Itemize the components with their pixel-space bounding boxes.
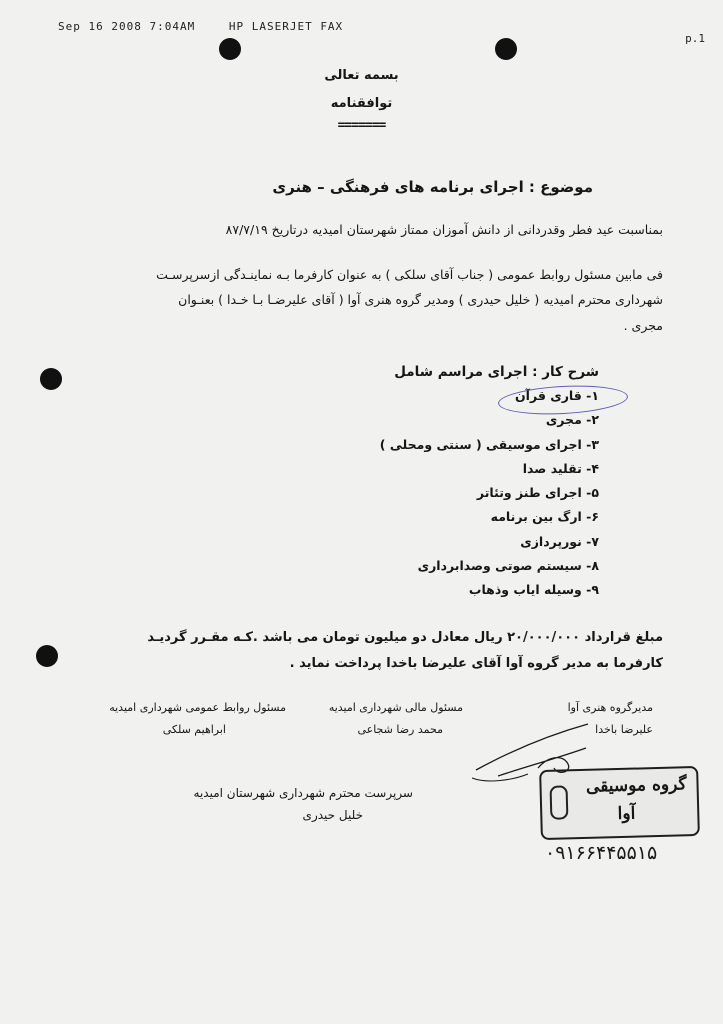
signatory-name: ابراهیم سلکی — [162, 723, 226, 736]
list-item: ۵- اجرای طنز وتئاتر — [476, 485, 599, 501]
subject-line: موضوع : اجرای برنامه های فرهنگی – هنری — [272, 178, 593, 196]
parties-line: مجری . — [623, 318, 663, 333]
punch-hole — [36, 645, 58, 667]
payment-line: کارفرما به مدیر گروه آوا آقای علیرضا باخدا پرداخت نماید . — [289, 656, 663, 671]
list-item: ۸- سیستم صوتی وصدابرداری — [417, 558, 599, 574]
signatory-role: مسئول روابط عمومی شهرداری امیدیه — [109, 701, 286, 714]
fax-device: HP LASERJET FAX — [228, 20, 344, 33]
list-item: ۲- مجری — [545, 412, 599, 428]
intro-line: بمناسبت عید فطر وقدردانی از دانش آموزان ممتاز شهرستان امیدیه درتاریخ ۸۷/۷/۱۹ — [225, 222, 663, 237]
list-item: ۷- نورپردازی — [520, 533, 599, 549]
supervisor-role: سرپرست محترم شهرداری شهرستان امیدیه — [193, 786, 413, 800]
stamp-text: آوا — [617, 803, 636, 825]
scope-list — [279, 384, 599, 603]
signatory-name: علیرضا باخدا — [595, 723, 653, 736]
signatory-name: محمد رضا شجاعی — [357, 723, 443, 736]
list-item: ۶- ارگ بین برنامه — [490, 509, 599, 525]
supervisor-block — [194, 782, 413, 826]
parties-line: فی مابین مسئول روابط عمومی ( جناب آقای سلکی ) به عنوان کارفرما بـه نماینـدگی ازسرپرسـت — [156, 267, 663, 282]
signatory-finance — [329, 697, 463, 741]
organization-stamp — [539, 766, 700, 840]
fax-transmission-header — [58, 20, 369, 33]
handwritten-phone-number: ۰۹۱۶۶۴۴۵۵۱۵ — [545, 842, 658, 864]
punch-hole — [219, 38, 241, 60]
list-item: ۴- تقلید صدا — [522, 460, 599, 476]
signatory-public-relations — [109, 697, 286, 741]
document-type-title: توافقنامه — [330, 96, 393, 111]
scope-title: شرح کار : اجرای مراسم شامل — [394, 364, 599, 380]
parties-line: شهرداری محترم امیدیه ( خلیل حیدری ) ومدیر گروه هنری آوا ( آقای علیرضـا بـا خـدا ) بعنـوان — [178, 292, 663, 307]
music-note-icon — [550, 785, 569, 819]
payment-line: مبلغ قرارداد ۲۰/۰۰۰/۰۰۰ ریال معادل دو میلیون تومان می باشد .کـه مقـرر گردیـد — [147, 630, 663, 645]
signatory-role: مدیرگروه هنری آوا — [567, 701, 653, 714]
punch-hole — [495, 38, 517, 60]
fax-date: Sep 16 2008 7:04AM — [58, 20, 196, 33]
supervisor-name: خلیل حیدری — [302, 808, 363, 822]
list-item: ۳- اجرای موسیقی ( سنتی ومحلی ) — [379, 436, 599, 452]
list-item: ۱- قاری قرآن — [515, 388, 599, 403]
title-divider: ======= — [337, 118, 386, 133]
list-item: ۹- وسیله ایاب وذهاب — [468, 582, 599, 598]
stamp-text: گروه موسیقی — [585, 774, 687, 797]
signatory-role: مسئول مالی شهرداری امیدیه — [328, 701, 463, 714]
punch-hole — [40, 368, 62, 390]
page-number: p.1 — [685, 32, 705, 45]
basmala-heading: بسمه تعالی — [324, 68, 399, 83]
